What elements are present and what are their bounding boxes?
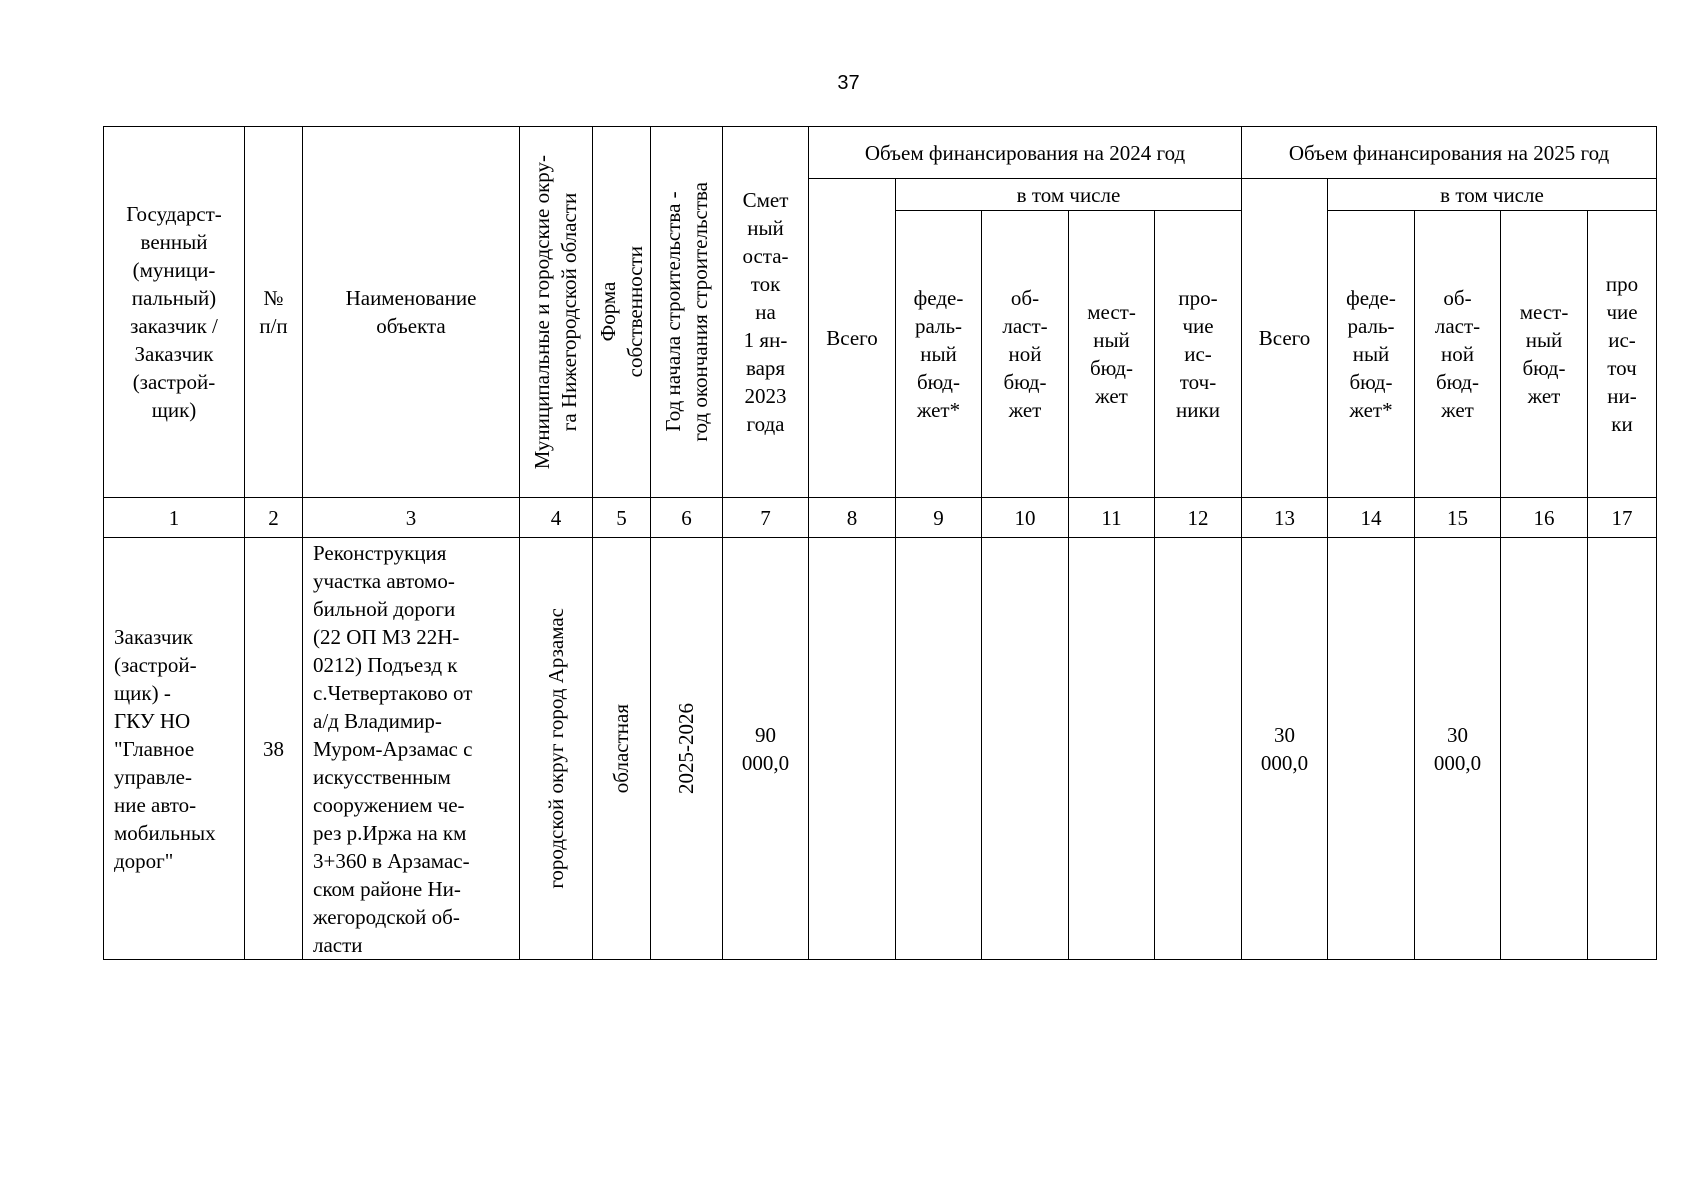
column-number: 8 [809, 498, 896, 538]
column-number: 2 [245, 498, 303, 538]
row-municipality: городской округ город Арзамас [520, 538, 593, 960]
table-row [104, 538, 1657, 960]
row-2024-other [1155, 538, 1242, 960]
header-municipality: Муниципальные и городские окру- га Нижегородской области [520, 127, 593, 498]
header-funding-2024: Объем финансирования на 2024 год [809, 127, 1242, 179]
row-2024-regional [982, 538, 1069, 960]
column-number: 12 [1155, 498, 1242, 538]
column-number: 13 [1242, 498, 1328, 538]
header-2025-federal: феде- раль- ный бюд- жет* [1328, 211, 1415, 498]
column-number: 3 [303, 498, 520, 538]
column-number: 4 [520, 498, 593, 538]
row-2024-total [809, 538, 896, 960]
header-2025-regional: об- ласт- ной бюд- жет [1415, 211, 1501, 498]
row-2025-federal [1328, 538, 1415, 960]
row-2025-other [1588, 538, 1657, 960]
column-number: 17 [1588, 498, 1657, 538]
header-ownership: Форма собственности [593, 127, 651, 498]
row-customer: Заказчик (застрой- щик) - ГКУ НО "Главное управле- ние авто- мобильных дорог" [104, 538, 245, 960]
header-number: № п/п [245, 127, 303, 498]
column-number: 16 [1501, 498, 1588, 538]
row-estimated-remainder: 90 000,0 [723, 538, 809, 960]
header-years: Год начала строительства - год окончания строительства [651, 127, 723, 498]
column-number: 7 [723, 498, 809, 538]
column-number: 10 [982, 498, 1069, 538]
header-row-1 [104, 127, 1657, 179]
row-ownership: областная [593, 538, 651, 960]
investment-table [103, 126, 1657, 960]
page-number: 37 [837, 72, 860, 94]
column-number: 14 [1328, 498, 1415, 538]
header-customer: Государст- венный (муници- пальный) заказчик / Заказчик (застрой- щик) [104, 127, 245, 498]
column-number: 6 [651, 498, 723, 538]
header-2024-other: про- чие ис- точ- ники [1155, 211, 1242, 498]
row-2024-local [1069, 538, 1155, 960]
row-years: 2025-2026 [651, 538, 723, 960]
header-funding-2025: Объем финансирования на 2025 год [1242, 127, 1657, 179]
header-2024-total: Всего [809, 179, 896, 498]
column-number: 9 [896, 498, 982, 538]
column-number-row [104, 498, 1657, 538]
column-number: 15 [1415, 498, 1501, 538]
header-2024-regional: об- ласт- ной бюд- жет [982, 211, 1069, 498]
column-number: 1 [104, 498, 245, 538]
row-number: 38 [245, 538, 303, 960]
header-object-name: Наименование объекта [303, 127, 520, 498]
row-2025-total: 30 000,0 [1242, 538, 1328, 960]
header-2025-local: мест- ный бюд- жет [1501, 211, 1588, 498]
header-estimated-remainder: Смет ный оста- ток на 1 ян- варя 2023 года [723, 127, 809, 498]
column-number: 11 [1069, 498, 1155, 538]
row-2025-regional: 30 000,0 [1415, 538, 1501, 960]
row-2025-local [1501, 538, 1588, 960]
header-2025-other: про чие ис- точ ни- ки [1588, 211, 1657, 498]
row-object-name: Реконструкция участка автомо- бильной дороги (22 ОП МЗ 22Н- 0212) Подъезд к с.Четвертаково от а/д Владимир- Муром-Арзамас с искусственным сооружением че- рез р.Иржа на км 3+360 в Арзамас- ском районе Ни- жегородской об- ласти [303, 538, 520, 960]
header-2025-total: Всего [1242, 179, 1328, 498]
row-2024-federal [896, 538, 982, 960]
header-2024-including: в том числе [896, 179, 1242, 211]
header-2024-federal: феде- раль- ный бюд- жет* [896, 211, 982, 498]
column-number: 5 [593, 498, 651, 538]
header-2024-local: мест- ный бюд- жет [1069, 211, 1155, 498]
header-2025-including: в том числе [1328, 179, 1657, 211]
